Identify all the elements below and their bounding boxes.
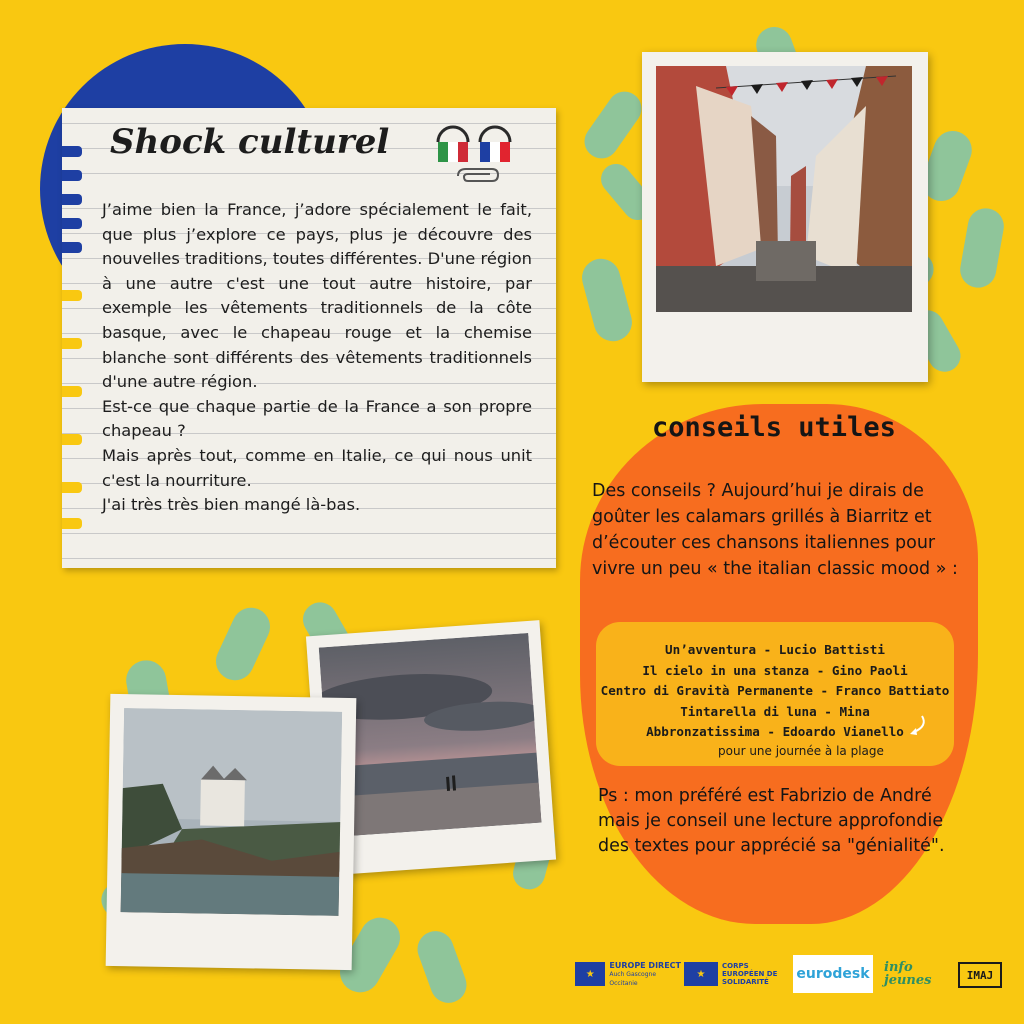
italy-flag-clip-icon: [434, 120, 472, 168]
street-polaroid: [642, 52, 928, 382]
binder-tab: [62, 290, 82, 301]
song-item: Il cielo in una stanza - Gino Paoli: [642, 662, 908, 678]
note-paragraph: J’aime bien la France, j’adore spécialement le fait, que plus j’explore ce pays, plus je découvre des nouvelles traditions, toutes différentes. D'une région à une autre c'est une tout autre histoire, par exemple les vêtements traditionnels de la côte basque, avec le chapeau rouge et la chemise blanche sont différents des vêtements traditionnels d'une autre région.: [102, 200, 532, 392]
imaj-label: IMAJ: [966, 968, 994, 982]
green-dash: [578, 255, 636, 346]
villa-polaroid: [106, 694, 357, 970]
tips-ps: Ps : mon préféré est Fabrizio de André mais je conseil une lecture approfondie des textes pour apprécié sa "génialité".: [598, 786, 945, 856]
eu-flag-icon: ★: [684, 962, 718, 986]
song-item: Centro di Gravità Permanente - Franco Battiato: [600, 683, 950, 698]
europe-direct-label: EUROPE DIRECT: [609, 960, 681, 970]
note-paragraph: Est-ce que chaque partie de la France a son propre chapeau ?: [102, 396, 532, 441]
france-flag-clip-icon: [476, 120, 514, 168]
logo-imaj: [958, 962, 1002, 988]
logo-eurodesk: [793, 955, 873, 993]
binder-tab: [62, 518, 82, 529]
street-photo: [656, 66, 912, 312]
binder-tab: [62, 434, 82, 445]
eurodesk-label: eurodesk: [796, 966, 870, 982]
corps-label: CORPS EUROPÉEN DE SOLIDARITÉ: [722, 962, 778, 986]
binder-tab: [62, 386, 82, 397]
eu-flag-icon: ★: [575, 962, 605, 986]
binder-tab: [62, 242, 82, 253]
green-dash: [957, 205, 1006, 290]
tips-title: conseils utiles: [652, 412, 896, 443]
note-title: Shock culturel: [110, 122, 390, 162]
notebook-card: [62, 108, 556, 568]
song-item: Un’avventura - Lucio Battisti: [665, 642, 885, 657]
binder-tab: [62, 218, 82, 229]
binder-tab: [62, 170, 82, 181]
binder-tab: [62, 338, 82, 349]
note-body: [102, 198, 532, 518]
green-dash: [412, 926, 471, 1008]
green-dash: [210, 602, 277, 687]
song-item: Tintarella di luna - Mina: [680, 703, 870, 719]
binder-tab: [62, 194, 82, 205]
song-item: Abbronzatissima - Edoardo Vianello: [646, 724, 904, 739]
europe-direct-sub: Auch Gascogne Occitanie: [609, 970, 657, 987]
binder-tab: [62, 146, 82, 157]
note-paragraph: Mais après tout, comme en Italie, ce qui nous unit c'est la nourriture.: [102, 445, 532, 490]
song-note: pour une journée à la plage: [718, 744, 884, 758]
song-list: [596, 622, 954, 766]
info-jeunes-label: info jeunes: [884, 960, 932, 988]
binder-tab: [62, 482, 82, 493]
curved-arrow-icon: [906, 714, 928, 736]
note-paragraph: J'ai très très bien mangé là-bas.: [102, 495, 361, 515]
villa-photo: [121, 708, 343, 916]
logo-info-jeunes: [884, 958, 948, 990]
logo-europe-direct: [575, 958, 681, 990]
green-dash: [578, 85, 648, 165]
paperclip-icon: [452, 166, 502, 186]
tips-intro: Des conseils ? Aujourd’hui je dirais de goûter les calamars grillés à Biarritz et d’écouter ces chansons italiennes pour vivre un peu « the italian classic mood » :: [592, 481, 958, 579]
logo-corps-europeen: [684, 958, 788, 990]
